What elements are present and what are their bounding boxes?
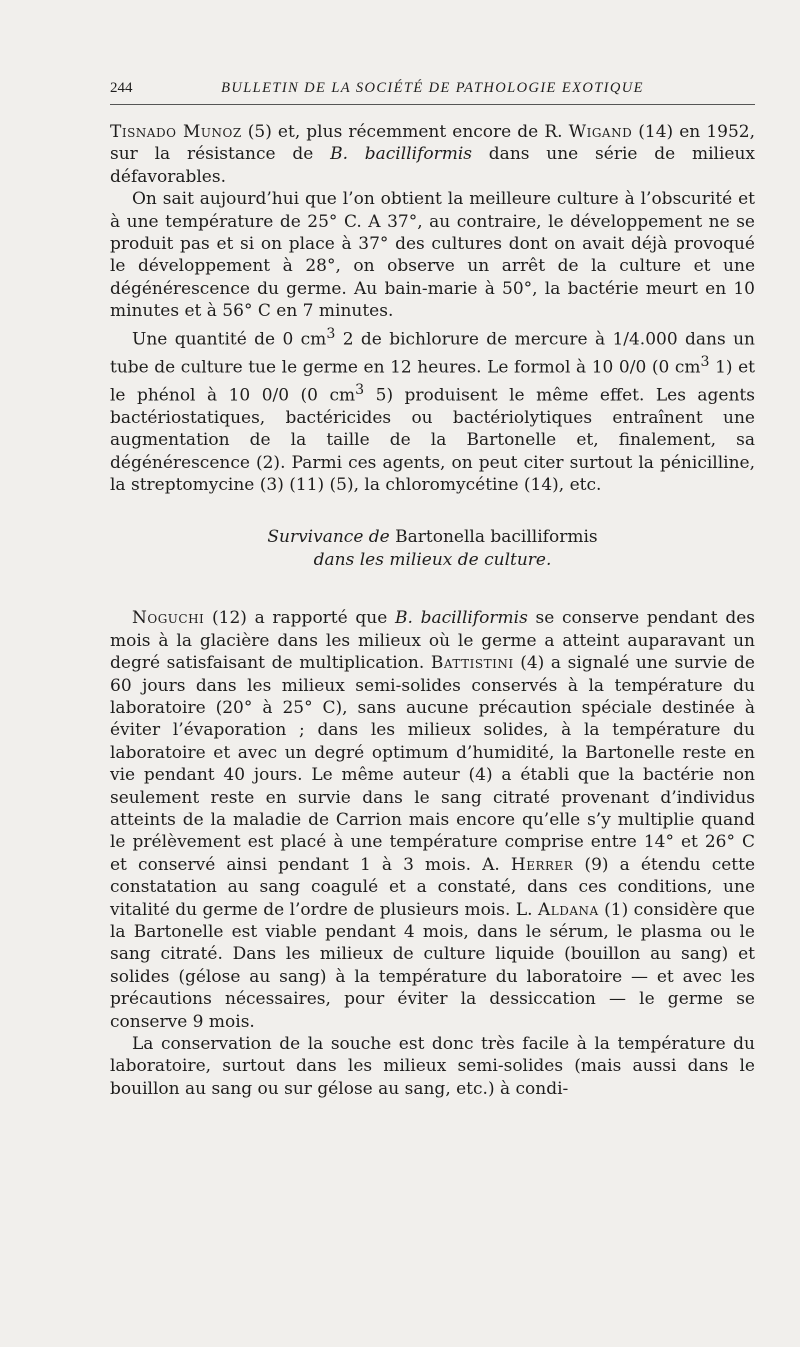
paragraph-1: Tisnado Munoz (5) et, plus récemment encore de R. Wigand (14) en 1952, sur la résistance de B. bacilliformis dans une série de milieux défavorables. bbox=[110, 122, 756, 187]
page-number: 244 bbox=[110, 80, 133, 96]
species-name: B. bacilliformis bbox=[394, 608, 528, 629]
author-name: Herrer bbox=[510, 854, 574, 875]
paragraph-2: On sait aujourd’hui que l’on obtient la meilleure culture à l’obscurité et à une température de 25° C. A 37°, au contraire, le développement ne se produit pas et si on place à 37° des cultures dont on avait déjà provoqué le développement à 28°, on observe un arrêt de la culture et une dégénérescence du germe. Au bain-marie à 50°, la bactérie meurt en 10 minutes et à 56° C en 7 minutes. bbox=[110, 189, 755, 322]
author-name: Aldana bbox=[537, 899, 599, 920]
author-name: Tisnado Munoz bbox=[110, 122, 242, 142]
paragraph-3: Une quantité de 0 $cm^3$ 2 de bichlorure de mercure à 1/4.000 dans un tube de culture tue le germe en 12 heures. Le formol à 10 0/0 (0 $cm^3$ 1) et le phénol à 10 0/0 (0 $cm^3$ 5) produisent le même effet. Les agents bactériostatiques, bactéricides ou bactériolytiques entraînent une augmentation de la taille de la Bartonelle et, finalement, sa dégénérescence (2). Parmi ces agents, on peut citer surtout la pénicilline, la streptomycine (3) (11) (5), la chloromycétine (14), etc. bbox=[110, 325, 755, 496]
author-name: Wigand bbox=[568, 122, 633, 142]
species-name: B. bacilliformis bbox=[330, 144, 472, 165]
section-title-line-1: Survivance de Bartonella bacilliformis bbox=[267, 527, 598, 548]
journal-title: BULLETIN DE LA SOCIÉTÉ DE PATHOLOGIE EXOTIQUE bbox=[221, 80, 644, 96]
author-name: Noguchi bbox=[132, 608, 205, 629]
author-name: Battistini bbox=[430, 653, 514, 674]
paragraph-4: Noguchi (12) a rapporté que B. bacilliformis se conserve pendant des mois à la glacière dans les milieux où le germe a atteint auparavant un degré satisfaisant de multiplication. Battistini (4) a signalé une survie de 60 jours dans les milieux semi-solides conservés à la température du laboratoire (20° à 25° C), sans aucune précaution spéciale destinée à éviter l’évaporation ; dans les milieux solides, à la température du laboratoire et avec un degré optimum d’humidité, la Bartonelle reste en vie pendant 40 jours. Le même auteur (4) a établi que la bactérie non seulement reste en survie dans le sang citraté provenant d’individus atteints de la maladie de Carrion mais encore qu’elle s’y multiplie quand le prélèvement est placé à une température comprise entre 14° et 26° C et conservé ainsi pendant 1 à 3 mois. A. Herrer (9) a étendu cette constatation au sang coagulé et a constaté, dans ces conditions, une vitalité du germe de l’ordre de plusieurs mois. L. Aldana (1) considère que la Bartonelle est viable pendant 4 mois, dans le sérum, le plasma ou le sang citraté. Dans les milieux de culture liquide (bouillon au sang) et solides (gélose au sang) à la température du laboratoire — et avec les précautions nécessaires, pour éviter la dessiccation — le germe se conserve 9 mois. bbox=[110, 608, 756, 1032]
spacer bbox=[110, 571, 755, 607]
body-text bbox=[110, 121, 755, 1100]
section-title-line-2: dans les milieux de culture. bbox=[313, 549, 552, 570]
spacer bbox=[110, 496, 755, 526]
running-header bbox=[110, 78, 755, 105]
paragraph-5: La conservation de la souche est donc très facile à la température du laboratoire, surtout dans les milieux semi-solides (mais aussi dans le bouillon au sang ou sur gélose au sang, etc.) à condi- bbox=[110, 1034, 755, 1099]
